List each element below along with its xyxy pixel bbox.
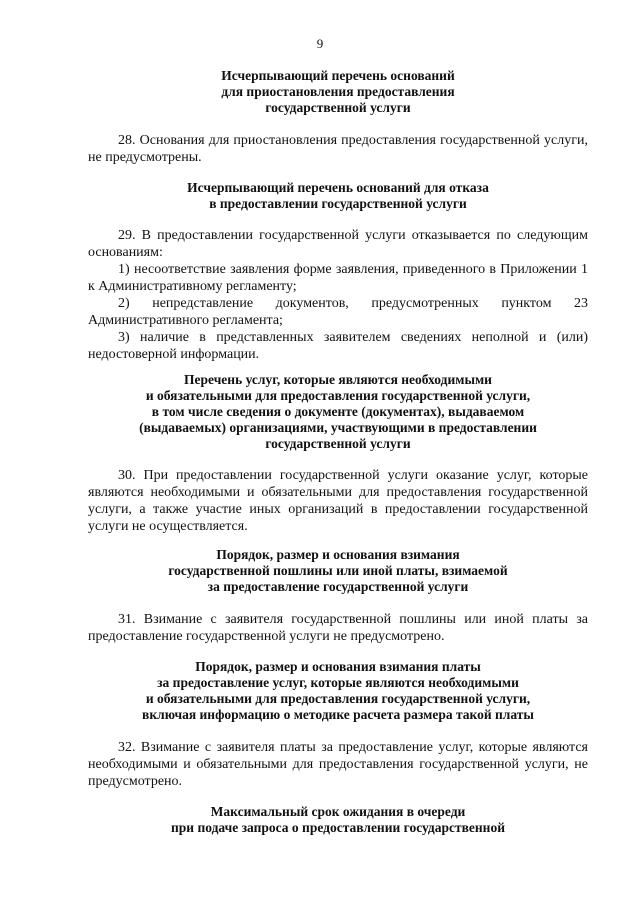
- heading-line: для приостановления предоставления: [221, 84, 455, 99]
- heading-line: Исчерпывающий перечень оснований для отказа: [187, 180, 489, 195]
- section-heading: [88, 180, 588, 212]
- heading-line: при подаче запроса о предоставлении государственной: [171, 820, 505, 835]
- heading-line: и обязательными для предоставления государственной услуги,: [145, 691, 531, 706]
- heading-line: государственной услуги: [265, 100, 411, 115]
- paragraph: 31. Взимание с заявителя государственной пошлины или иной платы за предоставление государственной услуги не предусмотрено.: [88, 612, 588, 644]
- paragraph: 30. При предоставлении государственной услуги оказание услуг, которые являются необходимыми и обязательными для предоставления государственной услуги, а также участие иных организаций в предоставлении государственной услуги не осуществляется.: [88, 468, 588, 534]
- heading-line: (выдаваемых) организациями, участвующими в предоставлении: [139, 420, 537, 435]
- heading-line: за предоставление государственной услуги: [207, 579, 469, 594]
- paragraph: 28. Основания для приостановления предоставления государственной услуги, не предусмотрены.: [88, 133, 588, 165]
- section-body: [88, 739, 588, 790]
- heading-line: в предоставлении государственной услуги: [209, 196, 467, 211]
- list-item: 2) непредставление документов, предусмотренных пунктом 23 Административного регламента;: [88, 296, 588, 328]
- heading-line: и обязательными для предоставления государственной услуги,: [145, 388, 531, 403]
- section-heading: [88, 372, 588, 452]
- section-body: [88, 611, 588, 645]
- paragraph: 29. В предоставлении государственной услуги отказывается по следующим основаниям:: [88, 228, 588, 260]
- heading-line: государственной услуги: [265, 436, 411, 451]
- heading-line: Исчерпывающий перечень оснований: [221, 68, 455, 83]
- section-heading: [88, 659, 588, 723]
- section-heading: [88, 804, 588, 836]
- section-body: [88, 227, 588, 363]
- heading-line: государственной пошлины или иной платы, взимаемой: [168, 563, 508, 578]
- section-body: [88, 132, 588, 166]
- heading-line: за предоставление услуг, которые являются необходимыми: [157, 675, 519, 690]
- heading-line: Максимальный срок ожидания в очереди: [210, 804, 466, 819]
- section-heading: [88, 68, 588, 116]
- list-item: 3) наличие в представленных заявителем сведениях неполной и (или) недостоверной информации.: [88, 330, 588, 362]
- heading-line: включая информацию о методике расчета размера такой платы: [142, 707, 534, 722]
- heading-line: в том числе сведения о документе (документах), выдаваемом: [151, 404, 525, 419]
- heading-line: Перечень услуг, которые являются необходимыми: [184, 372, 492, 387]
- list-item: 1) несоответствие заявления форме заявления, приведенного в Приложении 1 к Административному регламенту;: [88, 262, 588, 294]
- heading-line: Порядок, размер и основания взимания: [216, 547, 460, 562]
- section-heading: [88, 547, 588, 595]
- heading-line: Порядок, размер и основания взимания платы: [195, 659, 481, 674]
- section-body: [88, 467, 588, 535]
- paragraph: 32. Взимание с заявителя платы за предоставление услуг, которые являются необходимыми и обязательными для предоставления государственной услуги, не предусмотрено.: [88, 740, 588, 789]
- page-number: 9: [316, 36, 324, 51]
